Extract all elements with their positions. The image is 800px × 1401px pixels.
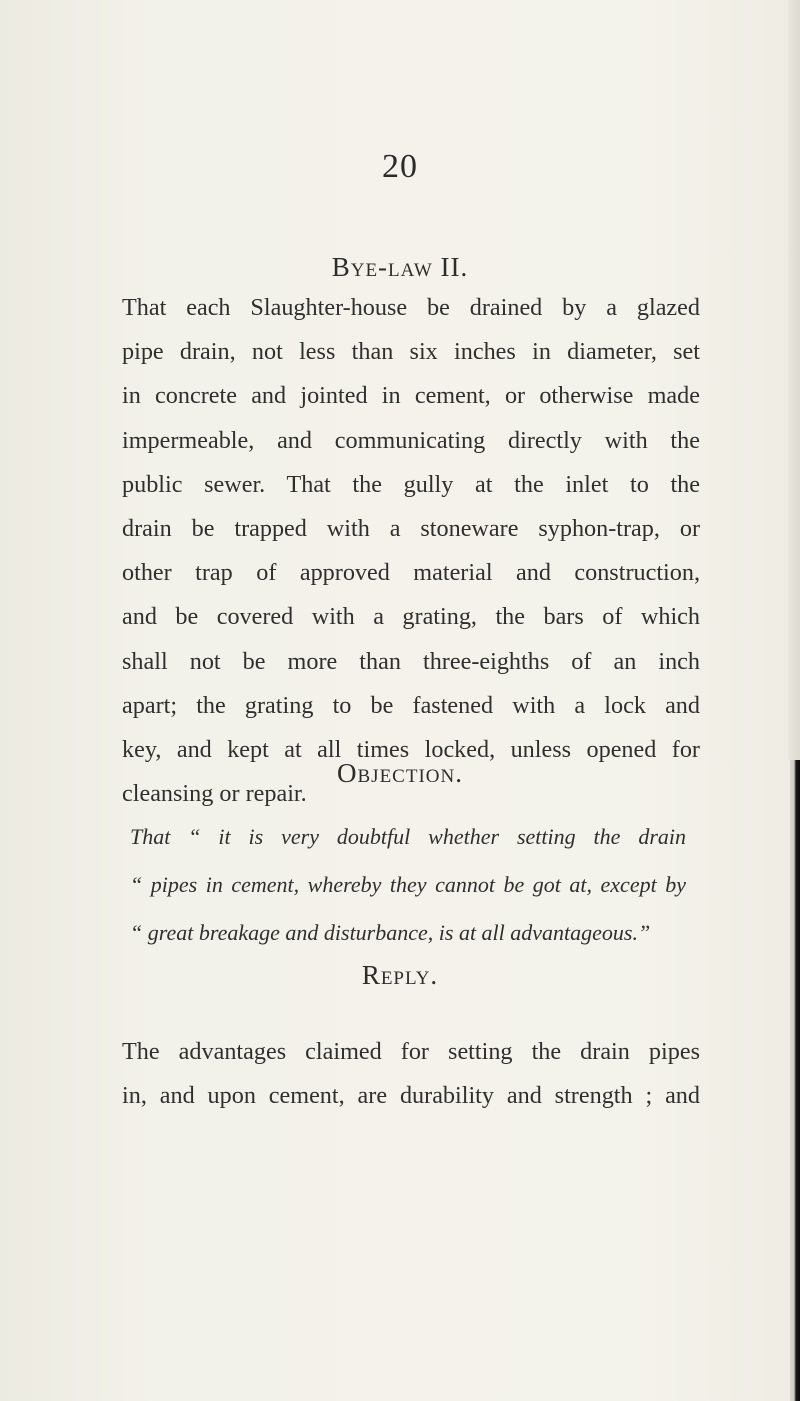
text-line: The advantages claimed for setting the drain pipes: [122, 1038, 700, 1065]
text-line: That “ it is very doubtful whether setting the drain: [130, 824, 686, 849]
text-line: shall not be more than three-eighths of an inch: [122, 647, 700, 675]
bye-law-paragraph: [122, 286, 700, 816]
text-line: “ pipes in cement, whereby they cannot be got at, except by: [130, 872, 686, 897]
text-line: That each Slaughter-house be drained by a glazed: [122, 294, 700, 321]
text-line: other trap of approved material and construction,: [122, 559, 700, 587]
text-line: cleansing or repair.: [122, 780, 307, 808]
reply-paragraph: [122, 1030, 700, 1118]
page-edge-highlight: [788, 0, 800, 760]
text-line: key, and kept at all times locked, unless opened for: [122, 736, 700, 764]
text-line: impermeable, and communicating directly with the: [122, 426, 700, 454]
bye-law-heading: Bye-law II.: [331, 252, 469, 282]
text-line: pipe drain, not less than six inches in diameter, set: [122, 338, 700, 366]
text-line: drain be trapped with a stoneware syphon-trap, or: [122, 515, 700, 543]
text-line: public sewer. That the gully at the inlet to the: [122, 470, 700, 498]
text-line: in, and upon cement, are durability and strength ; and: [122, 1082, 700, 1110]
objection-paragraph: [130, 813, 686, 957]
text-line: “ great breakage and disturbance, is at all advantageous.”: [130, 920, 651, 945]
objection-heading: Objection.: [337, 758, 463, 788]
text-line: in concrete and jointed in cement, or otherwise made: [122, 382, 700, 410]
text-line: apart; the grating to be fastened with a lock and: [122, 691, 700, 719]
reply-heading: Reply.: [361, 960, 439, 990]
text-line: and be covered with a grating, the bars of which: [122, 603, 700, 631]
page-number: 20: [382, 148, 418, 185]
